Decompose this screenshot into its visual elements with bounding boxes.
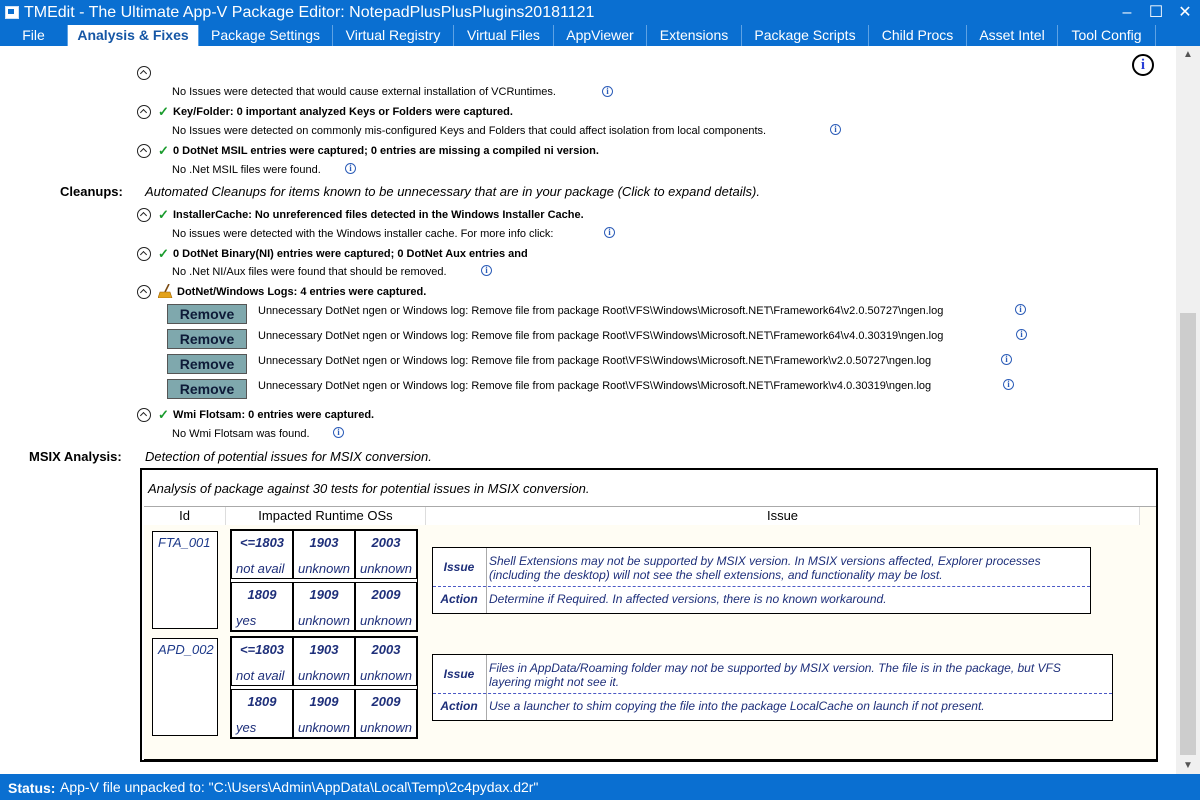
analysis-content [0, 46, 1176, 774]
scroll-down-arrow-icon[interactable]: ▼ [1183, 760, 1193, 771]
status-text: App-V file unpacked to: "C:\Users\Admin\AppData\Local\Temp\2c4pydax.d2r" [60, 779, 539, 795]
vertical-scrollbar[interactable] [1176, 46, 1200, 774]
info-icon[interactable]: i [1003, 379, 1014, 390]
close-button[interactable]: ✕ [1178, 4, 1192, 21]
broom-icon [158, 284, 174, 298]
column-header-os[interactable]: Impacted Runtime OSs [226, 507, 426, 525]
maximize-button[interactable]: ☐ [1148, 4, 1164, 21]
vcruntimes-detail: No Issues were detected that would cause external installation of VCRuntimes. [172, 86, 556, 98]
tab-child-procs[interactable]: Child Procs [869, 25, 967, 46]
expander-dotnet-binary[interactable] [137, 247, 151, 261]
info-icon[interactable]: i [481, 265, 492, 276]
issue-label: Issue [443, 560, 475, 574]
info-icon[interactable]: i [345, 163, 356, 174]
expander-vcruntimes[interactable] [137, 66, 151, 80]
cleanups-label: Cleanups: [60, 184, 123, 199]
os-cell: 1903 unknown [293, 530, 355, 579]
os-cell: 1909 unknown [293, 689, 355, 738]
check-icon: ✓ [158, 407, 169, 422]
status-bar [0, 774, 1200, 800]
remove-button[interactable]: Remove [167, 379, 247, 399]
remove-button[interactable]: Remove [167, 329, 247, 349]
issue-text: Shell Extensions may not be supported by MSIX version. In MSIX versions affected, Explorer processes (including the desktop) will not see the shell extensions, and functionality may be lost. [489, 554, 1041, 582]
os-cell: <=1803 not avail [231, 530, 293, 579]
wmi-title: Wmi Flotsam: 0 entries were captured. [173, 409, 375, 421]
os-cell: 1809 yes [231, 582, 293, 631]
os-cell: 1909 unknown [293, 582, 355, 631]
check-icon: ✓ [158, 207, 169, 222]
issue-id: APD_002 [152, 638, 218, 736]
expander-logs[interactable] [137, 285, 151, 299]
issue-detail-box [432, 654, 1113, 721]
check-icon: ✓ [158, 143, 169, 158]
info-icon[interactable]: i [830, 124, 841, 135]
column-header-id[interactable]: Id [144, 507, 226, 525]
tab-file[interactable]: File [0, 25, 68, 46]
installer-cache-title: InstallerCache: No unreferenced files detected in the Windows Installer Cache. [173, 209, 584, 221]
tab-package-settings[interactable]: Package Settings [199, 25, 333, 46]
msil-detail: No .Net MSIL files were found. [172, 164, 321, 176]
wmi-detail: No Wmi Flotsam was found. [172, 428, 310, 440]
scroll-up-arrow-icon[interactable]: ▲ [1183, 49, 1193, 60]
msil-title: 0 DotNet MSIL entries were captured; 0 entries are missing a compiled ni version. [173, 145, 599, 157]
help-info-icon[interactable]: i [1132, 54, 1154, 76]
issue-label: Issue [443, 667, 475, 681]
log-item: Unnecessary DotNet ngen or Windows log: Remove file from package Root\VFS\Windows\Microsoft.NET\Framework64\v4.0.30319\ngen.log [258, 330, 944, 342]
info-icon[interactable]: i [1015, 304, 1026, 315]
tab-tool-config[interactable]: Tool Config [1058, 25, 1156, 46]
tab-virtual-files[interactable]: Virtual Files [454, 25, 554, 46]
info-icon[interactable]: i [602, 86, 613, 97]
keyfolder-title: Key/Folder: 0 important analyzed Keys or Folders were captured. [173, 106, 513, 118]
expander-msil[interactable] [137, 144, 151, 158]
status-label: Status: [8, 780, 56, 796]
os-cell: 2003 unknown [355, 530, 417, 579]
tab-extensions[interactable]: Extensions [647, 25, 742, 46]
window-title: TMEdit - The Ultimate App-V Package Editor: NotepadPlusPlusPlugins20181121 [24, 4, 595, 21]
os-cell: 2003 unknown [355, 637, 417, 686]
tab-asset-intel[interactable]: Asset Intel [967, 25, 1058, 46]
main-tab-bar [0, 25, 1200, 46]
minimize-button[interactable]: – [1122, 4, 1132, 21]
os-impact-table [230, 529, 418, 632]
action-text: Use a launcher to shim copying the file into the package LocalCache on launch if not present. [489, 699, 985, 713]
os-cell: <=1803 not avail [231, 637, 293, 686]
tab-package-scripts[interactable]: Package Scripts [742, 25, 869, 46]
issue-detail-box [432, 547, 1091, 614]
info-icon[interactable]: i [333, 427, 344, 438]
os-cell: 2009 unknown [355, 689, 417, 738]
info-icon[interactable]: i [1001, 354, 1012, 365]
msix-summary: Analysis of package against 30 tests for potential issues in MSIX conversion. [148, 481, 590, 496]
expander-installer-cache[interactable] [137, 208, 151, 222]
log-item: Unnecessary DotNet ngen or Windows log: Remove file from package Root\VFS\Windows\Microsoft.NET\Framework\v4.0.30319\ngen.log [258, 380, 932, 392]
tab-virtual-registry[interactable]: Virtual Registry [333, 25, 454, 46]
msix-analysis-panel [140, 468, 1158, 762]
scroll-thumb[interactable] [1180, 313, 1196, 755]
os-cell: 2009 unknown [355, 582, 417, 631]
issue-text: Files in AppData/Roaming folder may not be supported by MSIX version. The file is in the package, but VFS layering might not see it. [489, 661, 1061, 689]
remove-button[interactable]: Remove [167, 354, 247, 374]
dotnet-binary-detail: No .Net NI/Aux files were found that should be removed. [172, 266, 447, 278]
title-bar [0, 0, 1200, 25]
tab-appviewer[interactable]: AppViewer [554, 25, 647, 46]
msix-results-grid [144, 506, 1156, 760]
os-impact-table [230, 636, 418, 739]
check-icon: ✓ [158, 246, 169, 261]
info-icon[interactable]: i [1016, 329, 1027, 340]
column-header-issue[interactable]: Issue [426, 507, 1140, 525]
keyfolder-detail: No Issues were detected on commonly mis-configured Keys and Folders that could affect isolation from local components. [172, 125, 767, 137]
msix-label: MSIX Analysis: [29, 449, 122, 464]
log-item: Unnecessary DotNet ngen or Windows log: Remove file from package Root\VFS\Windows\Microsoft.NET\Framework64\v2.0.50727\ngen.log [258, 305, 944, 317]
os-cell: 1903 unknown [293, 637, 355, 686]
info-icon[interactable]: i [604, 227, 615, 238]
expander-keyfolder[interactable] [137, 105, 151, 119]
installer-cache-detail: No issues were detected with the Windows installer cache. For more info click: [172, 228, 554, 240]
issue-id: FTA_001 [152, 531, 218, 629]
cleanups-description: Automated Cleanups for items known to be unnecessary that are in your package (Click to expand details). [145, 184, 760, 199]
log-item: Unnecessary DotNet ngen or Windows log: Remove file from package Root\VFS\Windows\Microsoft.NET\Framework\v2.0.50727\ngen.log [258, 355, 932, 367]
action-label: Action [440, 699, 478, 713]
action-text: Determine if Required. In affected versions, there is no known workaround. [489, 592, 887, 606]
app-icon [5, 6, 19, 19]
remove-button[interactable]: Remove [167, 304, 247, 324]
action-label: Action [440, 592, 478, 606]
msix-description: Detection of potential issues for MSIX conversion. [145, 449, 432, 464]
logs-title: DotNet/Windows Logs: 4 entries were captured. [177, 286, 427, 298]
check-icon: ✓ [158, 104, 169, 119]
dotnet-binary-title: 0 DotNet Binary(NI) entries were captured; 0 DotNet Aux entries and [173, 248, 528, 260]
expander-wmi[interactable] [137, 408, 151, 422]
os-cell: 1809 yes [231, 689, 293, 738]
tab-analysis-fixes[interactable]: Analysis & Fixes [68, 25, 199, 46]
